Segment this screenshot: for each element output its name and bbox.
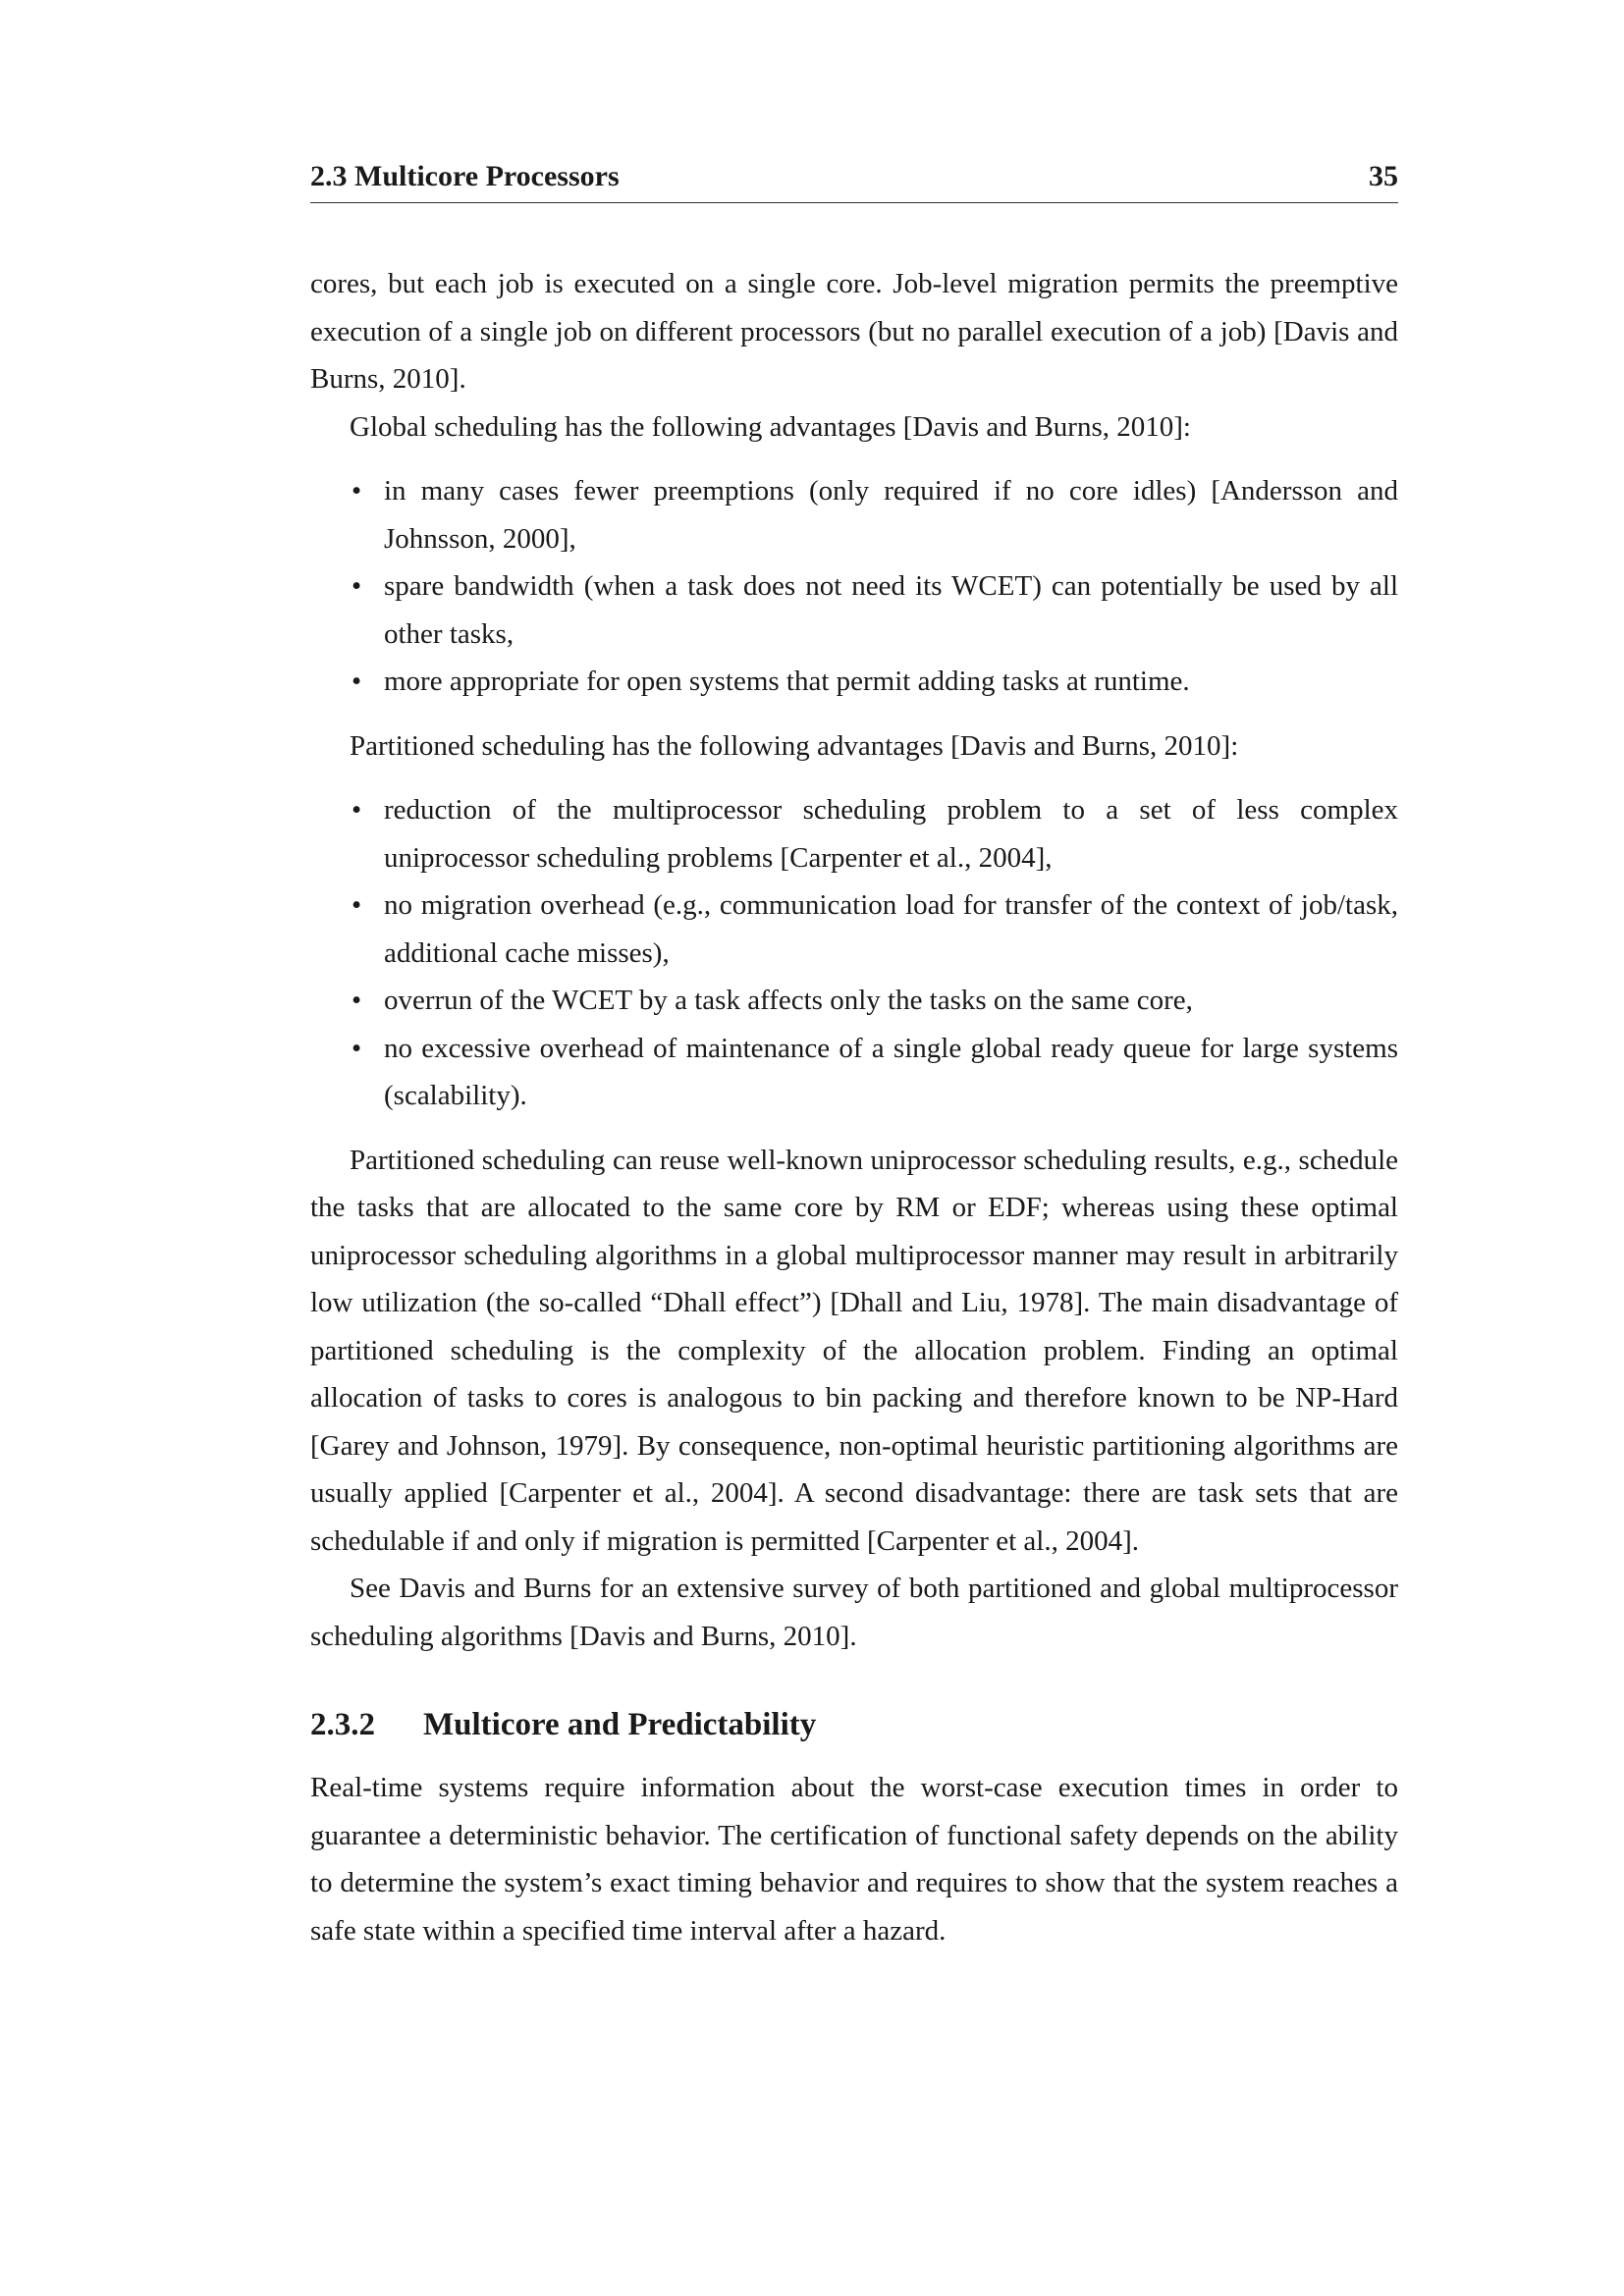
list-item-text: in many cases fewer preemptions (only required if no core idles) [Andersson and Johnsson, 2000], [384, 475, 1398, 555]
header-section-title: 2.3 Multicore Processors [310, 160, 620, 192]
bullet-icon: • [352, 1032, 362, 1064]
paragraph-realtime-systems: Real-time systems require information about the worst-case execution times in order to guarantee a deterministic behavior. The certification of functional safety depends on the ability to determine the system’s exact timing behavior and requires to show that the system reaches a safe state within a specified time interval after a hazard. [310, 1772, 1398, 1947]
paragraph-global-intro: Global scheduling has the following advantages [Davis and Burns, 2010]: [350, 410, 1191, 443]
section-title: Multicore and Predictability [423, 1707, 817, 1742]
section-number: 2.3.2 [310, 1707, 375, 1742]
bullet-icon: • [352, 666, 362, 697]
bullet-icon: • [352, 570, 362, 602]
list-item [352, 658, 1398, 706]
list-item-text: no migration overhead (e.g., communication load for transfer of the context of job/task, additional cache misses), [384, 889, 1398, 969]
running-header [310, 157, 1398, 203]
list-item [352, 881, 1398, 977]
bullet-icon: • [352, 794, 362, 826]
paragraph-partitioned-intro: Partitioned scheduling has the following advantages [Davis and Burns, 2010]: [350, 729, 1239, 762]
list-item [352, 786, 1398, 881]
section-heading [310, 1703, 1398, 1746]
bullet-icon: • [352, 889, 362, 921]
list-item [352, 1025, 1398, 1120]
paragraph-continuation: cores, but each job is executed on a single core. Job-level migration permits the preemptive execution of a single job on different processors (but no parallel execution of a job) [Davis and Burns, 2010]. [310, 268, 1398, 395]
list-item [352, 977, 1398, 1025]
list-item-text: overrun of the WCET by a task affects only the tasks on the same core, [384, 985, 1193, 1016]
bullet-icon: • [352, 475, 362, 507]
list-item-text: no excessive overhead of maintenance of a single global ready queue for large systems (scalability). [384, 1032, 1398, 1111]
list-item-text: more appropriate for open systems that permit adding tasks at runtime. [384, 666, 1190, 697]
paragraph-survey-reference: See Davis and Burns for an extensive survey of both partitioned and global multiprocessor scheduling algorithms [Davis and Burns, 2010]. [310, 1573, 1398, 1652]
list-item-text: spare bandwidth (when a task does not need its WCET) can potentially be used by all other tasks, [384, 570, 1398, 650]
list-item [352, 467, 1398, 562]
list-item-text: reduction of the multiprocessor scheduling problem to a set of less complex uniprocessor scheduling problems [Carpenter et al., 2004], [384, 794, 1398, 874]
paragraph-partitioned-discussion: Partitioned scheduling can reuse well-known uniprocessor scheduling results, e.g., schedule the tasks that are allocated to the same core by RM or EDF; whereas using these optimal uniprocessor scheduling algorithms in a global multiprocessor manner may result in arbitrarily low utilization (the so-called “Dhall effect”) [Dhall and Liu, 1978]. The main disadvantage of partitioned scheduling is the complexity of the allocation problem. Finding an optimal allocation of tasks to cores is analogous to bin packing and therefore known to be NP-Hard [Garey and Johnson, 1979]. By consequence, non-optimal heuristic partitioning algorithms are usually applied [Carpenter et al., 2004]. A second disadvantage: there are task sets that are schedulable if and only if migration is permitted [Carpenter et al., 2004]. [310, 1144, 1398, 1557]
bullet-icon: • [352, 985, 362, 1016]
page [310, 157, 1398, 1954]
global-advantages-list [310, 467, 1398, 706]
partitioned-advantages-list [310, 786, 1398, 1120]
list-item [352, 562, 1398, 658]
header-page-number: 35 [1369, 160, 1398, 192]
body-text [310, 260, 1398, 1954]
